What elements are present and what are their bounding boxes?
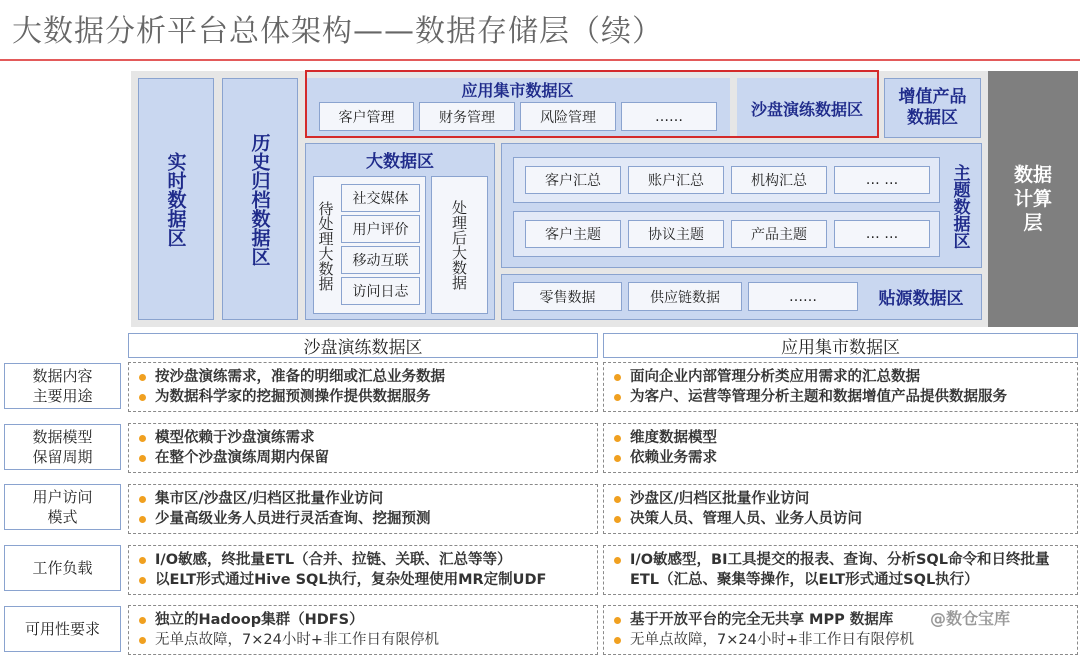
bullet-item: 以ELT形式通过Hive SQL执行，复杂处理使用MR定制UDF [139, 570, 591, 590]
bullet-icon [139, 617, 146, 624]
bullet-icon [614, 455, 621, 462]
bullet-icon [139, 496, 146, 503]
bullet-item: 为客户、运营等管理分析主题和数据增值产品提供数据服务 [614, 387, 1071, 407]
watermark: @数仓宝库 [930, 609, 1011, 628]
subject-item: 客户主题 [525, 220, 621, 248]
bullet-item: 为数据科学家的挖掘预测操作提供数据服务 [139, 387, 591, 407]
row-label: 可用性要求 [4, 606, 121, 652]
table-cell [603, 362, 1078, 412]
app-mart-item: …… [621, 102, 717, 131]
subject-item: 协议主题 [628, 220, 724, 248]
bullet-icon [139, 435, 146, 442]
subject-item: 客户汇总 [525, 166, 621, 194]
source-item: 零售数据 [513, 282, 622, 311]
pending-item: 移动互联 [341, 246, 420, 274]
bullet-icon [139, 637, 146, 644]
title-divider [0, 59, 1080, 61]
table-cell [603, 423, 1078, 473]
subject-item: … … [834, 166, 930, 194]
bullet-item: I/O敏感，终批量ETL（合并、拉链、关联、汇总等等） [139, 550, 591, 570]
bullet-icon [614, 496, 621, 503]
bullet-icon [139, 394, 146, 401]
pending-item: 社交媒体 [341, 184, 420, 212]
bullet-item: 少量高级业务人员进行灵活查询、挖掘预测 [139, 509, 591, 529]
row-label: 数据模型保留周期 [4, 424, 121, 470]
bullet-icon [139, 557, 146, 564]
sandbox-zone: 沙盘演练数据区 [737, 78, 877, 138]
table-cell [603, 545, 1078, 595]
archive-zone: 历史归档数据区 [222, 78, 298, 320]
subject-item: 产品主题 [731, 220, 827, 248]
bullet-item: 沙盘区/归档区批量作业访问 [614, 489, 1071, 509]
bullet-icon [614, 617, 621, 624]
bigdata-zone-title: 大数据区 [366, 151, 434, 172]
table-cell [128, 605, 598, 655]
bullet-icon [614, 557, 621, 564]
bullet-icon [614, 637, 621, 644]
bullet-item: 在整个沙盘演练周期内保留 [139, 448, 591, 468]
bullet-item: I/O敏感型，BI工具提交的报表、查询、分析SQL命令和日终批量ETL（汇总、聚集等操作，以ELT形式通过SQL执行） [614, 550, 1071, 590]
source-item: …… [748, 282, 858, 311]
bullet-item: 基于开放平台的完全无共享 MPP 数据库 [614, 610, 1071, 630]
row-label: 数据内容主要用途 [4, 363, 121, 409]
row-label: 工作负载 [4, 545, 121, 591]
source-zone-label: 贴源数据区 [878, 289, 964, 309]
pending-item: 用户评价 [341, 215, 420, 243]
value-added-zone: 增值产品数据区 [884, 78, 981, 138]
app-mart-item: 财务管理 [419, 102, 515, 131]
bullet-icon [614, 516, 621, 523]
bullet-item: 无单点故障，7×24小时+非工作日有限停机 [139, 630, 591, 650]
bullet-item: 按沙盘演练需求，准备的明细或汇总业务数据 [139, 367, 591, 387]
bullet-icon [139, 455, 146, 462]
subject-item: 机构汇总 [731, 166, 827, 194]
column-header-app-mart: 应用集市数据区 [603, 333, 1078, 358]
bullet-icon [139, 577, 146, 584]
app-mart-item: 风险管理 [520, 102, 616, 131]
bullet-icon [614, 435, 621, 442]
table-cell [128, 545, 598, 595]
bullet-item: 模型依赖于沙盘演练需求 [139, 428, 591, 448]
pending-bigdata-label: 待处理大数据 [316, 201, 335, 291]
app-mart-title: 应用集市数据区 [461, 80, 574, 100]
compute-layer: 数据计算层 [988, 71, 1078, 327]
page-title: 大数据分析平台总体架构——数据存储层（续） [12, 14, 663, 49]
subject-item: 账户汇总 [628, 166, 724, 194]
processed-bigdata-box: 处理后大数据 [431, 176, 488, 314]
bullet-item: 独立的Hadoop集群（HDFS） [139, 610, 591, 630]
bullet-item: 集市区/沙盘区/归档区批量作业访问 [139, 489, 591, 509]
highlight-box [305, 70, 879, 138]
bullet-item: 无单点故障，7×24小时+非工作日有限停机 [614, 630, 1071, 650]
table-cell [603, 484, 1078, 534]
app-mart-item: 客户管理 [319, 102, 414, 131]
bullet-icon [139, 516, 146, 523]
bullet-item: 决策人员、管理人员、业务人员访问 [614, 509, 1071, 529]
bullet-item: 依赖业务需求 [614, 448, 1071, 468]
bullet-item: 面向企业内部管理分析类应用需求的汇总数据 [614, 367, 1071, 387]
realtime-zone: 实时数据区 [138, 78, 214, 320]
table-cell [128, 423, 598, 473]
subject-item: … … [834, 220, 930, 248]
subject-zone-label: 主题数据区 [949, 163, 970, 249]
column-header-sandbox: 沙盘演练数据区 [128, 333, 598, 358]
bullet-icon [139, 374, 146, 381]
bullet-icon [614, 394, 621, 401]
table-cell [128, 362, 598, 412]
bullet-icon [614, 374, 621, 381]
pending-item: 访问日志 [341, 277, 420, 305]
table-cell [128, 484, 598, 534]
source-item: 供应链数据 [628, 282, 742, 311]
bullet-item: 维度数据模型 [614, 428, 1071, 448]
row-label: 用户访问模式 [4, 484, 121, 530]
